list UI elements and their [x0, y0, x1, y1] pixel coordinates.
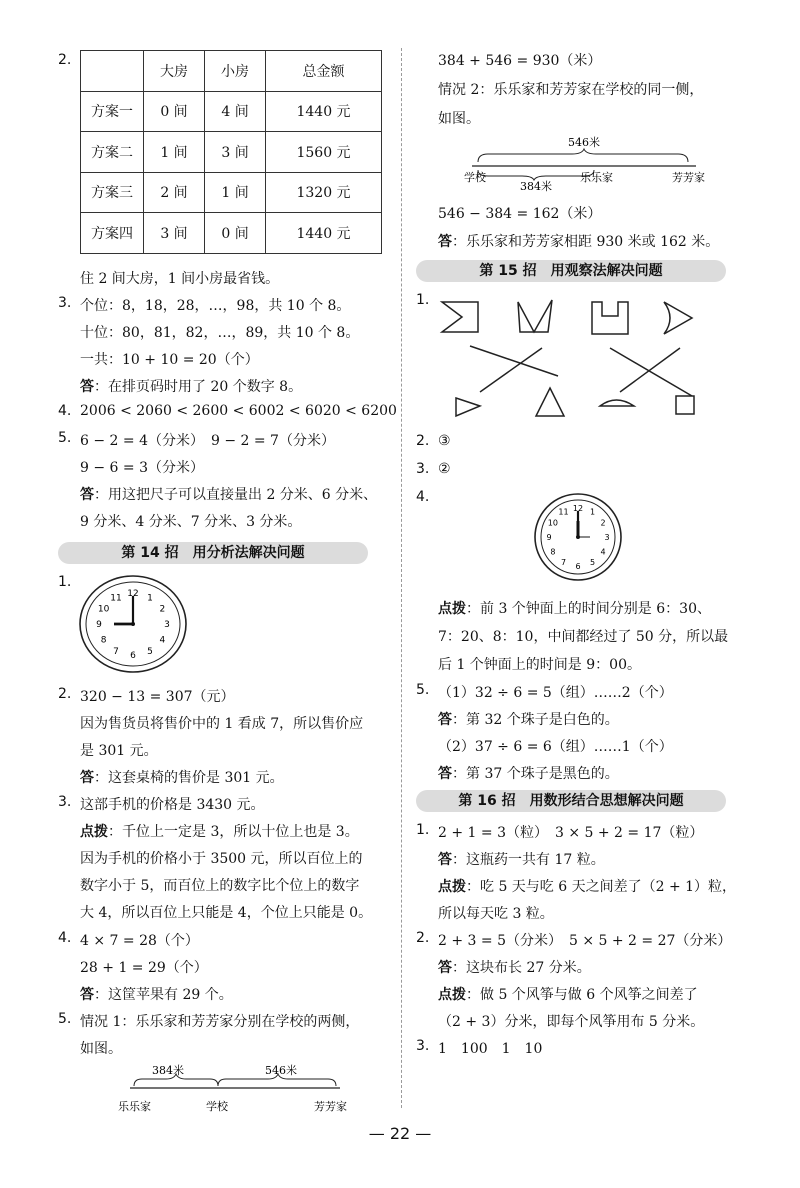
diagram-label: 384米	[520, 180, 552, 192]
q5-line: 6 − 2 = 4（分米） 9 − 2 = 7（分米）	[80, 433, 335, 449]
q4-number: 4.	[58, 403, 72, 419]
s15-q5-answer	[438, 763, 619, 783]
s15-q5-answer	[438, 709, 619, 729]
table-row	[81, 132, 382, 173]
clock-numeral: 6	[575, 561, 581, 571]
table-row	[81, 213, 382, 254]
answer-text: ：这套桌椅的售价是 301 元。	[94, 770, 284, 786]
s14-q5-line: 情况 1：乐乐家和芳芳家分别在学校的两侧，	[80, 1014, 360, 1030]
table-cell: 3 间	[144, 213, 205, 254]
table-cell: 3 间	[205, 132, 266, 173]
clock-numeral: 12	[127, 589, 139, 600]
answer-text: ：第 37 个珠子是黑色的。	[452, 766, 619, 782]
shape-notched-rect	[442, 302, 478, 332]
table-cell: 1 间	[144, 132, 205, 173]
shape-puzzle-figure	[430, 292, 710, 422]
q5-number: 5.	[58, 430, 72, 446]
clock-numeral: 2	[159, 604, 166, 615]
cont-answer	[438, 231, 719, 251]
answer-label: 答	[438, 852, 452, 868]
shape-triangle-small	[456, 398, 480, 416]
table-header-row	[81, 51, 382, 92]
clock-numeral: 6	[130, 651, 136, 662]
s15-q4-tip-cont: 后 1 个钟面上的时间是 9：00。	[438, 657, 641, 673]
cont-line: 546 − 384 = 162（米）	[438, 206, 602, 222]
s14-q4-line: 4 × 7 = 28（个）	[80, 933, 199, 949]
q3-number: 3.	[58, 295, 72, 311]
s16-q2-line: 2 + 3 = 5（分米） 5 × 5 + 2 = 27（分米）	[438, 933, 732, 949]
clock-icon	[530, 492, 626, 582]
cont-line: 情况 2：乐乐家和芳芳家在学校的同一侧，	[438, 82, 704, 98]
table-cell: 方案一	[81, 91, 144, 132]
answer-label: 答	[438, 712, 452, 728]
q3-line: 个位：8，18，28，…，98，共 10 个 8。	[80, 298, 351, 314]
s14-q2-line: 是 301 元。	[80, 743, 158, 759]
clock-numeral: 11	[558, 507, 569, 517]
tip-label: 点拨	[438, 879, 466, 895]
s14-q3-line: 这部手机的价格是 3430 元。	[80, 797, 265, 813]
table-cell: 2 间	[144, 172, 205, 213]
distance-diagram-2	[460, 132, 730, 192]
tip-text: ：前 3 个钟面上的时间分别是 6：30、	[466, 601, 711, 617]
table-header-cell	[81, 51, 144, 92]
answer-label: 答	[438, 234, 452, 250]
table-header-cell: 小房	[205, 51, 266, 92]
s16-q2-answer	[438, 957, 591, 977]
clock-numeral: 3	[164, 620, 170, 631]
answer-label: 答	[80, 987, 94, 1003]
s16-q1-line: 2 + 1 = 3（粒） 3 × 5 + 2 = 17（粒）	[438, 825, 704, 841]
s15-q1-number: 1.	[416, 292, 430, 308]
plan-table	[80, 50, 382, 254]
table-header-cell: 大房	[144, 51, 205, 92]
s16-q3-answer: 1 100 1 10	[438, 1041, 543, 1057]
s14-q4-line: 28 + 1 = 29（个）	[80, 960, 208, 976]
clock-numeral: 12	[572, 503, 584, 513]
diagram-label: 学校	[206, 1100, 228, 1113]
answer-label: 答	[438, 960, 452, 976]
shape-triangle	[536, 388, 564, 416]
q3-answer	[80, 376, 302, 396]
clock-numeral: 10	[97, 604, 110, 615]
answer-label: 答	[438, 766, 452, 782]
s16-q1-answer	[438, 849, 605, 869]
shape-u	[592, 302, 628, 334]
clock-numeral: 7	[560, 557, 567, 567]
tip-label: 点拨	[438, 601, 466, 617]
clock-numeral: 4	[600, 547, 606, 557]
tip-text: ：千位上一定是 3，所以十位上也是 3。	[108, 824, 359, 840]
s15-q3-answer: ②	[438, 461, 451, 477]
s16-q1-tip-cont: 所以每天吃 3 粒。	[438, 906, 554, 922]
clock-numeral: 5	[589, 557, 596, 567]
diagram-label: 546米	[265, 1064, 297, 1077]
s15-q3-number: 3.	[416, 461, 430, 477]
distance-diagram-1	[110, 1062, 360, 1120]
table-cell: 1440 元	[266, 213, 382, 254]
table-cell: 4 间	[205, 91, 266, 132]
clock-numeral: 2	[600, 518, 606, 528]
clock-numeral: 5	[147, 647, 153, 657]
s15-q4-tip-cont: 7：20、8：10，中间都经过了 50 分，所以最	[438, 629, 729, 645]
table-header-cell: 总金额	[266, 51, 382, 92]
s16-q3-number: 3.	[416, 1038, 430, 1054]
cont-line: 384 + 546 = 930（米）	[438, 53, 602, 69]
q5-line: 9 − 6 = 3（分米）	[80, 460, 204, 476]
answer-label: 答	[80, 770, 94, 786]
table-row	[81, 172, 382, 213]
s15-q5-number: 5.	[416, 682, 430, 698]
cont-line: 如图。	[438, 111, 480, 127]
table-cell: 0 间	[205, 213, 266, 254]
diagram-label: 学校	[464, 171, 486, 184]
s16-q2-number: 2.	[416, 930, 430, 946]
clock-numeral: 1	[589, 507, 596, 517]
tip-text: ：吃 5 天与吃 6 天之间差了（2 + 1）粒，	[466, 879, 737, 895]
s15-q2-number: 2.	[416, 433, 430, 449]
s14-q3-tip	[80, 821, 359, 841]
section-banner-16: 第 16 招 用数形结合思想解决问题	[416, 790, 726, 812]
s14-q5-number: 5.	[58, 1011, 72, 1027]
table-cell: 1 间	[205, 172, 266, 213]
table-cell: 1320 元	[266, 172, 382, 213]
s14-q3-tip-cont: 数字小于 5，而百位上的数字比个位上的数字	[80, 878, 360, 894]
s14-q4-answer	[80, 984, 233, 1004]
clock-numeral: 9	[546, 532, 552, 542]
shape-square	[676, 396, 694, 414]
s14-q5-line: 如图。	[80, 1041, 122, 1057]
answer-text: ：这筐苹果有 29 个。	[94, 987, 233, 1003]
s16-q1-number: 1.	[416, 822, 430, 838]
table-cell: 方案三	[81, 172, 144, 213]
s15-q5-line: （2）37 ÷ 6 = 6（组）……1（个）	[438, 739, 673, 755]
s15-q5-line: （1）32 ÷ 6 = 5（组）……2（个）	[438, 685, 673, 701]
tip-label: 点拨	[80, 824, 108, 840]
clock-numeral: 3	[604, 532, 610, 542]
diagram-label: 乐乐家	[580, 171, 613, 184]
s14-q4-number: 4.	[58, 930, 72, 946]
answer-text: ：乐乐家和芳芳家相距 930 米或 162 米。	[452, 234, 720, 250]
answer-text: ：用这把尺子可以直接量出 2 分米、6 分米、	[94, 487, 378, 503]
answer-text: ：这块布长 27 分米。	[452, 960, 591, 976]
clock-numeral: 7	[113, 647, 119, 657]
q2-conclusion: 住 2 间大房，1 间小房最省钱。	[80, 271, 280, 287]
clock-numeral: 8	[100, 635, 107, 646]
s15-q4-tip	[438, 598, 711, 618]
table-cell: 方案四	[81, 213, 144, 254]
section-banner-15: 第 15 招 用观察法解决问题	[416, 260, 726, 282]
clock-icon	[78, 574, 188, 674]
s15-q2-answer: ③	[438, 433, 451, 449]
s14-q2-line: 320 − 13 = 307（元）	[80, 689, 235, 705]
q4-line: 2006 < 2060 < 2600 < 6002 < 6020 < 6200	[80, 403, 397, 419]
shape-crescent	[664, 302, 692, 334]
answer-label: 答	[80, 379, 94, 395]
s15-q4-number: 4.	[416, 489, 430, 505]
table-row	[81, 91, 382, 132]
s14-q2-line: 因为售货员将售价中的 1 看成 7，所以售价应	[80, 716, 364, 732]
clock-numeral: 1	[147, 593, 153, 604]
table-cell: 0 间	[144, 91, 205, 132]
q3-line: 十位：80，81，82，…，89，共 10 个 8。	[80, 325, 360, 341]
s16-q2-tip-cont: （2 + 3）分米，即每个风筝用布 5 分米。	[438, 1014, 705, 1030]
s14-q2-number: 2.	[58, 686, 72, 702]
tip-label: 点拨	[438, 987, 466, 1003]
table-cell: 1560 元	[266, 132, 382, 173]
diagram-label: 芳芳家	[314, 1100, 347, 1113]
page-number: — 22 —	[368, 1124, 432, 1143]
clock-numeral: 8	[550, 547, 556, 557]
shape-m	[518, 300, 552, 332]
answer-label: 答	[80, 487, 94, 503]
clock-numeral: 11	[110, 593, 122, 604]
column-divider	[401, 48, 402, 1108]
q5-answer-cont: 9 分米、4 分米、7 分米、3 分米。	[80, 514, 302, 530]
answer-text: ：在排页码时用了 20 个数字 8。	[94, 379, 303, 395]
s14-q3-number: 3.	[58, 794, 72, 810]
clock-numeral: 10	[547, 518, 558, 528]
answer-text: ：第 32 个珠子是白色的。	[452, 712, 619, 728]
diagram-label: 546米	[568, 136, 600, 149]
q2-number: 2.	[58, 52, 72, 68]
section-banner-14: 第 14 招 用分析法解决问题	[58, 542, 368, 564]
clock-numeral: 4	[159, 635, 166, 646]
s14-q3-tip-cont: 因为手机的价格小于 3500 元，所以百位上的	[80, 851, 363, 867]
table-cell: 1440 元	[266, 91, 382, 132]
s14-q1-number: 1.	[58, 574, 72, 590]
s16-q1-tip	[438, 876, 736, 896]
table-cell: 方案二	[81, 132, 144, 173]
clock-numeral: 9	[96, 620, 102, 631]
s16-q2-tip	[438, 984, 698, 1004]
tip-text: ：做 5 个风筝与做 6 个风筝之间差了	[466, 987, 698, 1003]
q5-answer	[80, 484, 377, 504]
q3-line: 一共：10 + 10 = 20（个）	[80, 352, 259, 368]
s14-q2-answer	[80, 767, 284, 787]
diagram-label: 芳芳家	[672, 171, 705, 184]
shape-semicircle	[600, 400, 634, 406]
s14-q3-tip-cont: 大 4，所以百位上只能是 4，个位上只能是 0。	[80, 905, 373, 921]
diagram-label: 乐乐家	[118, 1100, 151, 1113]
diagram-label: 384米	[152, 1064, 184, 1077]
answer-text: ：这瓶药一共有 17 粒。	[452, 852, 605, 868]
